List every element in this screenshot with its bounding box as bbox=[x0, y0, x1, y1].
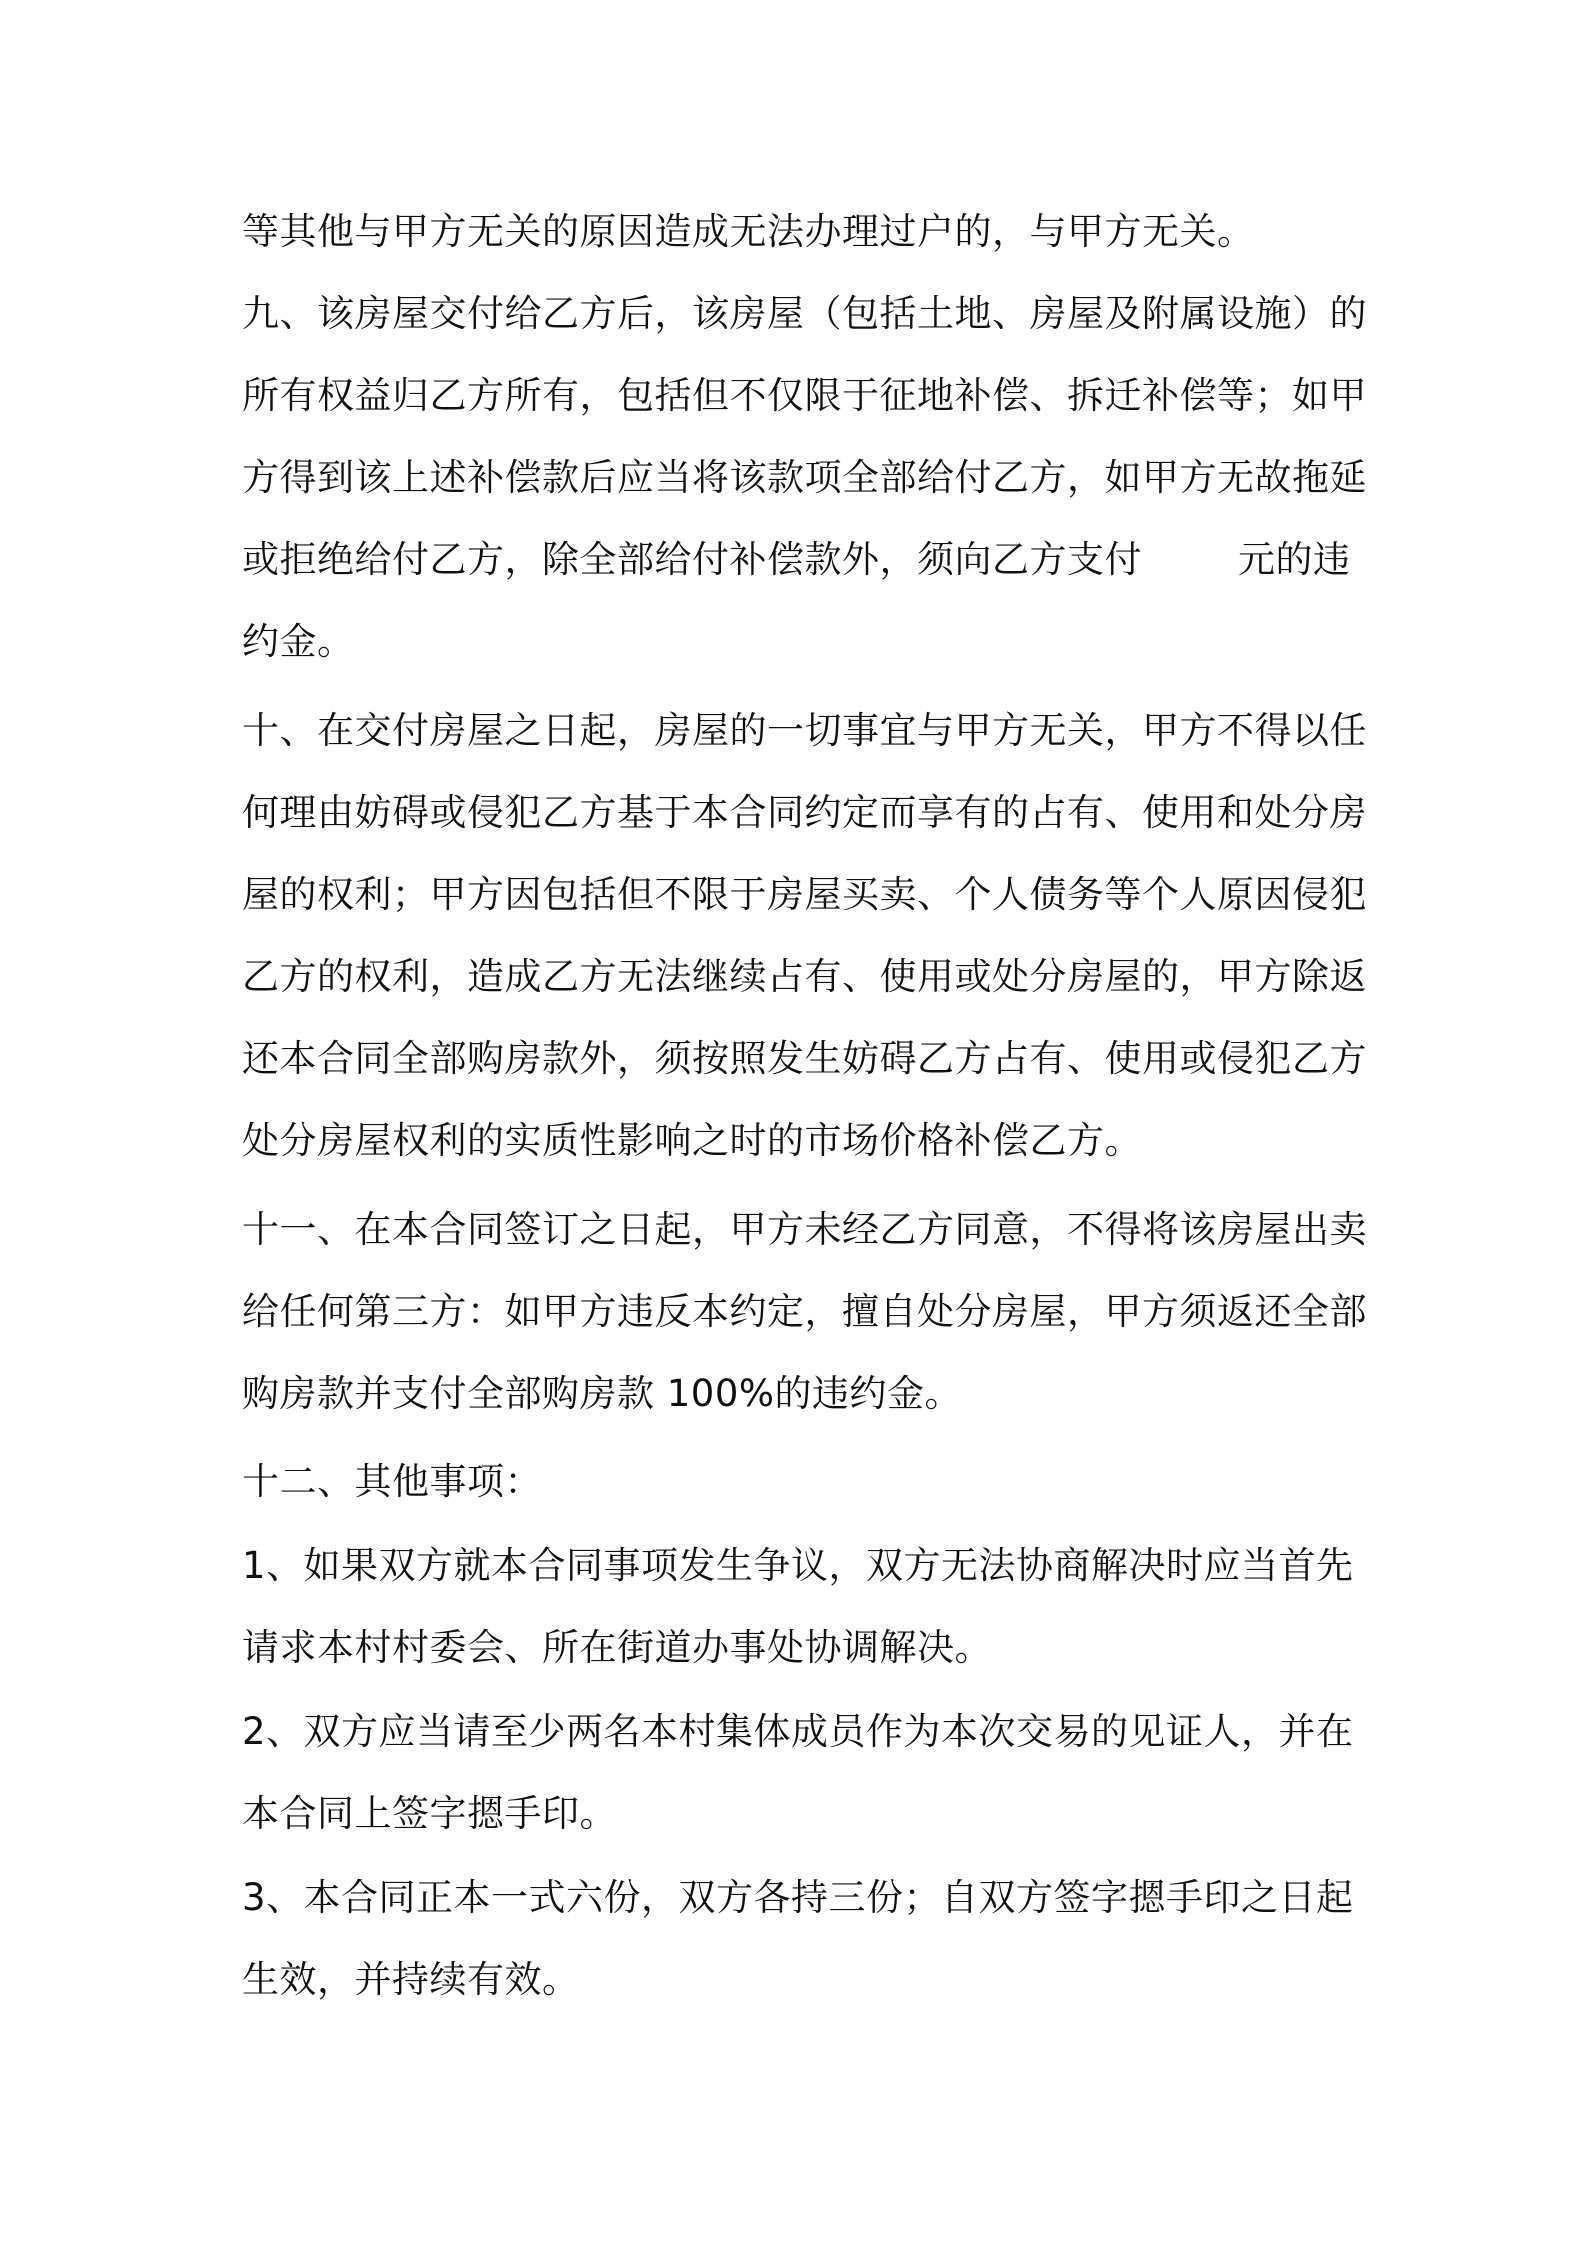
text-line: 处分房屋权利的实质性影响之时的市场价格补偿乙方。 bbox=[242, 1119, 1142, 1162]
text-line: 请求本村村委会、所在街道办事处协调解决。 bbox=[242, 1626, 992, 1669]
item-1-line: 1、如果双方就本合同事项发生争议，双方无法协商解决时应当首先 bbox=[242, 1544, 1354, 1587]
text-line: 本合同上签字摁手印。 bbox=[242, 1792, 617, 1835]
text-line: 购房款并支付全部购房款 100%的违约金。 bbox=[242, 1372, 963, 1415]
item-3-line: 3、本合同正本一式六份，双方各持三份；自双方签字摁手印之日起 bbox=[242, 1876, 1354, 1919]
clause-10-heading-line: 十、在交付房屋之日起，房屋的一切事宜与甲方无关，甲方不得以任 bbox=[242, 709, 1367, 752]
text-line: 何理由妨碍或侵犯乙方基于本合同约定而享有的占有、使用和处分房 bbox=[242, 791, 1367, 834]
text-line: 还本合同全部购房款外，须按照发生妨碍乙方占有、使用或侵犯乙方 bbox=[242, 1037, 1367, 1080]
clause-11-heading-line: 十一、在本合同签订之日起，甲方未经乙方同意，不得将该房屋出卖 bbox=[242, 1208, 1367, 1251]
text-line: 等其他与甲方无关的原因造成无法办理过户的，与甲方无关。 bbox=[242, 210, 1255, 253]
text-line: 给任何第三方：如甲方违反本约定，擅自处分房屋，甲方须返还全部 bbox=[242, 1290, 1367, 1333]
text-line: 所有权益归乙方所有，包括但不仅限于征地补偿、拆迁补偿等；如甲 bbox=[242, 374, 1367, 417]
clause-12-heading-line: 十二、其他事项： bbox=[242, 1460, 542, 1503]
text-line: 约金。 bbox=[242, 620, 355, 663]
text-line: 生效，并持续有效。 bbox=[242, 1958, 580, 2001]
text-line: 方得到该上述补偿款后应当将该款项全部给付乙方，如甲方无故拖延 bbox=[242, 456, 1367, 499]
text-line: 乙方的权利，造成乙方无法继续占有、使用或处分房屋的，甲方除返 bbox=[242, 955, 1367, 998]
item-2-line: 2、双方应当请至少两名本村集体成员作为本次交易的见证人，并在 bbox=[242, 1710, 1354, 1753]
text-line: 屋的权利；甲方因包括但不限于房屋买卖、个人债务等个人原因侵犯 bbox=[242, 873, 1367, 916]
penalty-text-after-blank: 元的违 bbox=[1238, 538, 1351, 581]
penalty-line bbox=[242, 530, 1362, 590]
penalty-text-before-blank: 或拒绝给付乙方，除全部给付补偿款外，须向乙方支付 bbox=[242, 538, 1142, 581]
clause-9-heading-line: 九、该房屋交付给乙方后，该房屋（包括土地、房屋及附属设施）的 bbox=[242, 292, 1367, 335]
